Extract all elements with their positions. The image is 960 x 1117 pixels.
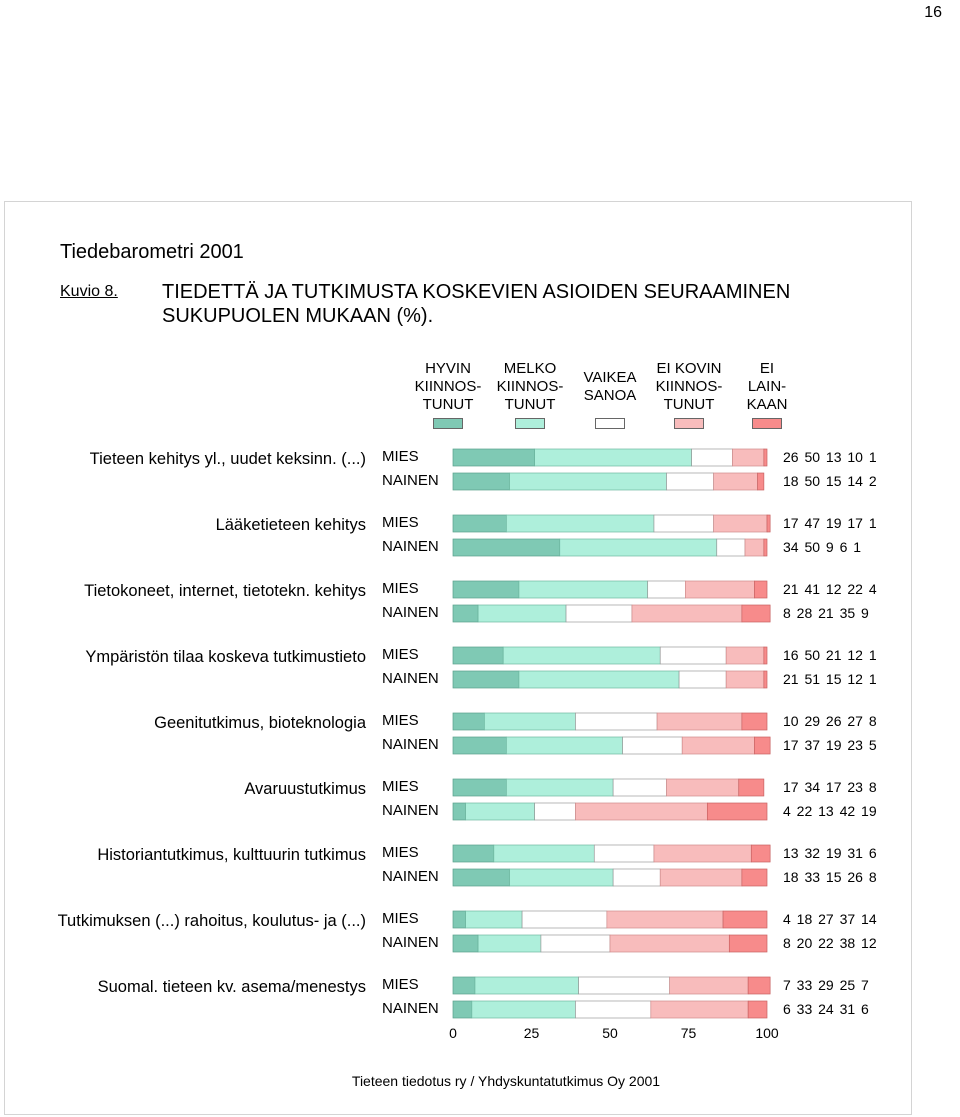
bar-segment-mies-2 xyxy=(506,515,654,532)
gender-label-nainen: NAINEN xyxy=(382,670,439,687)
bar-segment-nainen-5 xyxy=(754,737,770,754)
value-labels-mies: 16 50 21 12 1 xyxy=(783,647,877,663)
bar-segment-mies-4 xyxy=(685,581,754,598)
x-tick-label: 100 xyxy=(755,1025,779,1041)
bar-segment-nainen-1 xyxy=(453,605,478,622)
value-labels-nainen: 18 33 15 26 8 xyxy=(783,869,877,885)
page-number: 16 xyxy=(924,4,942,21)
value-labels-mies: 13 32 19 31 6 xyxy=(783,845,877,861)
gender-label-mies: MIES xyxy=(382,712,419,729)
bar-segment-nainen-4 xyxy=(632,605,742,622)
bar-segment-nainen-1 xyxy=(453,935,478,952)
bar-segment-nainen-2 xyxy=(519,671,679,688)
legend-label-line: KIINNOS- xyxy=(414,378,482,395)
bar-segment-mies-4 xyxy=(657,713,742,730)
bar-segment-mies-3 xyxy=(692,449,733,466)
bar-segment-mies-5 xyxy=(754,581,767,598)
bar-segment-mies-2 xyxy=(494,845,594,862)
category-label: Suomal. tieteen kv. asema/menestys xyxy=(97,978,366,996)
bar-segment-nainen-4 xyxy=(610,935,729,952)
bar-segment-nainen-5 xyxy=(748,1001,767,1018)
bar-segment-mies-5 xyxy=(764,647,767,664)
barometer-title: Tiedebarometri 2001 xyxy=(60,241,244,263)
value-labels-mies: 10 29 26 27 8 xyxy=(783,713,877,729)
bar-segment-mies-4 xyxy=(732,449,763,466)
bar-segment-mies-3 xyxy=(594,845,654,862)
figure-title-line1: TIEDETTÄ JA TUTKIMUSTA KOSKEVIEN ASIOIDEN SEURAAMINEN xyxy=(162,281,791,303)
bar-segment-nainen-2 xyxy=(506,737,622,754)
bar-segment-nainen-4 xyxy=(651,1001,748,1018)
bar-segment-mies-1 xyxy=(453,515,506,532)
x-tick-label: 75 xyxy=(680,1025,697,1041)
category-label: Avaruustutkimus xyxy=(244,780,366,798)
bar-segment-mies-4 xyxy=(667,779,739,796)
footer-credit: Tieteen tiedotus ry / Yhdyskuntatutkimus Oy 2001 xyxy=(351,1073,661,1089)
bar-segment-nainen-1 xyxy=(453,473,510,490)
gender-label-nainen: NAINEN xyxy=(382,736,439,753)
gender-label-mies: MIES xyxy=(382,778,419,795)
bar-segment-nainen-2 xyxy=(478,605,566,622)
figure-label: Kuvio 8. xyxy=(60,283,118,300)
bar-segment-nainen-3 xyxy=(541,935,610,952)
gender-label-mies: MIES xyxy=(382,514,419,531)
bar-segment-mies-4 xyxy=(654,845,751,862)
bar-segment-mies-1 xyxy=(453,647,503,664)
bar-segment-nainen-4 xyxy=(682,737,754,754)
gender-label-mies: MIES xyxy=(382,448,419,465)
bar-segment-mies-3 xyxy=(648,581,686,598)
value-labels-mies: 17 47 19 17 1 xyxy=(783,515,877,531)
value-labels-mies: 21 41 12 22 4 xyxy=(783,581,877,597)
bar-segment-mies-5 xyxy=(764,449,767,466)
value-labels-nainen: 8 28 21 35 9 xyxy=(783,605,869,621)
bar-segment-nainen-2 xyxy=(510,473,667,490)
bar-segment-mies-5 xyxy=(751,845,770,862)
bar-segment-nainen-4 xyxy=(660,869,742,886)
bar-segment-mies-2 xyxy=(484,713,575,730)
bar-segment-mies-3 xyxy=(575,713,657,730)
legend-label-line: TUNUT xyxy=(663,396,715,413)
bar-segment-mies-2 xyxy=(506,779,613,796)
legend-label-line: KAAN xyxy=(746,396,788,413)
gender-label-nainen: NAINEN xyxy=(382,604,439,621)
bar-segment-nainen-1 xyxy=(453,803,466,820)
bar-segment-nainen-3 xyxy=(613,869,660,886)
bar-segment-mies-4 xyxy=(714,515,767,532)
bar-segment-nainen-4 xyxy=(745,539,764,556)
legend-label-line: SANOA xyxy=(583,387,637,404)
bar-segment-nainen-2 xyxy=(510,869,614,886)
category-label: Lääketieteen kehitys xyxy=(215,516,366,534)
value-labels-nainen: 4 22 13 42 19 xyxy=(783,803,877,819)
bar-segment-nainen-5 xyxy=(729,935,767,952)
legend-label-line: KIINNOS- xyxy=(655,378,723,395)
value-labels-nainen: 18 50 15 14 2 xyxy=(783,473,877,489)
gender-label-mies: MIES xyxy=(382,580,419,597)
figure-title-line2: SUKUPUOLEN MUKAAN (%). xyxy=(162,305,434,327)
bar-segment-mies-3 xyxy=(660,647,726,664)
category-label: Tieteen kehitys yl., uudet keksinn. (...) xyxy=(89,450,366,468)
bar-segment-mies-5 xyxy=(742,713,767,730)
bar-segment-mies-4 xyxy=(607,911,723,928)
bar-segment-mies-2 xyxy=(535,449,692,466)
bar-segment-nainen-5 xyxy=(742,869,767,886)
gender-label-nainen: NAINEN xyxy=(382,934,439,951)
bar-segment-mies-3 xyxy=(522,911,607,928)
gender-label-nainen: NAINEN xyxy=(382,472,439,489)
bar-segment-mies-3 xyxy=(579,977,670,994)
gender-label-nainen: NAINEN xyxy=(382,868,439,885)
bar-segment-mies-1 xyxy=(453,977,475,994)
bar-segment-nainen-5 xyxy=(742,605,770,622)
bar-segment-mies-2 xyxy=(503,647,660,664)
bar-segment-mies-1 xyxy=(453,845,494,862)
bar-segment-mies-1 xyxy=(453,449,535,466)
legend-label-line: EI xyxy=(759,360,775,377)
bar-segment-mies-2 xyxy=(466,911,523,928)
bar-segment-mies-3 xyxy=(613,779,666,796)
gender-label-mies: MIES xyxy=(382,844,419,861)
bar-segment-mies-1 xyxy=(453,581,519,598)
legend-label-line: KIINNOS- xyxy=(496,378,564,395)
bar-segment-mies-4 xyxy=(726,647,764,664)
value-labels-nainen: 34 50 9 6 1 xyxy=(783,539,862,555)
bar-segment-nainen-3 xyxy=(623,737,683,754)
legend-label-line: LAIN- xyxy=(747,378,787,395)
bar-segment-nainen-1 xyxy=(453,737,506,754)
bar-segment-nainen-5 xyxy=(707,803,767,820)
gender-label-mies: MIES xyxy=(382,910,419,927)
bar-segment-mies-5 xyxy=(767,515,770,532)
value-labels-mies: 26 50 13 10 1 xyxy=(783,449,877,465)
category-label: Geenitutkimus, bioteknologia xyxy=(154,714,366,732)
bar-segment-mies-2 xyxy=(475,977,579,994)
legend-label-line: MELKO xyxy=(503,360,557,377)
gender-label-nainen: NAINEN xyxy=(382,1000,439,1017)
legend-label-line: EI KOVIN xyxy=(656,360,722,377)
bar-segment-nainen-1 xyxy=(453,671,519,688)
bar-segment-nainen-1 xyxy=(453,1001,472,1018)
value-labels-mies: 17 34 17 23 8 xyxy=(783,779,877,795)
bar-segment-nainen-3 xyxy=(575,1001,650,1018)
bar-segment-nainen-4 xyxy=(575,803,707,820)
legend-label-line: HYVIN xyxy=(425,360,471,377)
category-label: Ympäristön tilaa koskeva tutkimustieto xyxy=(85,648,366,666)
category-label: Tietokoneet, internet, tietotekn. kehitys xyxy=(84,582,366,600)
bar-segment-mies-1 xyxy=(453,911,466,928)
bar-segment-mies-5 xyxy=(723,911,767,928)
bar-segment-mies-1 xyxy=(453,779,506,796)
bar-segment-nainen-5 xyxy=(764,671,767,688)
gender-label-mies: MIES xyxy=(382,646,419,663)
bar-segment-mies-1 xyxy=(453,713,484,730)
bar-segment-nainen-1 xyxy=(453,869,510,886)
category-label: Tutkimuksen (...) rahoitus, koulutus- ja (...) xyxy=(57,912,366,930)
bar-segment-nainen-3 xyxy=(717,539,745,556)
gender-label-nainen: NAINEN xyxy=(382,538,439,555)
bar-segment-mies-5 xyxy=(739,779,764,796)
value-labels-mies: 4 18 27 37 14 xyxy=(783,911,877,927)
x-tick-label: 25 xyxy=(523,1025,540,1041)
bar-segment-nainen-2 xyxy=(560,539,717,556)
gender-label-mies: MIES xyxy=(382,976,419,993)
bar-segment-mies-3 xyxy=(654,515,714,532)
value-labels-nainen: 6 33 24 31 6 xyxy=(783,1001,869,1017)
bar-segment-mies-5 xyxy=(748,977,770,994)
bar-segment-nainen-3 xyxy=(667,473,714,490)
x-tick-label: 50 xyxy=(602,1025,618,1041)
legend-label-line: VAIKEA xyxy=(583,369,637,386)
bar-segment-nainen-2 xyxy=(472,1001,576,1018)
bar-segment-nainen-4 xyxy=(726,671,764,688)
value-labels-nainen: 21 51 15 12 1 xyxy=(783,671,877,687)
bar-segment-nainen-5 xyxy=(758,473,764,490)
bar-segment-nainen-2 xyxy=(466,803,535,820)
bar-segment-mies-2 xyxy=(519,581,648,598)
bar-segment-mies-4 xyxy=(670,977,749,994)
bar-segment-nainen-3 xyxy=(535,803,576,820)
legend-label-line: TUNUT xyxy=(504,396,556,413)
bar-segment-nainen-3 xyxy=(679,671,726,688)
bar-segment-nainen-2 xyxy=(478,935,541,952)
x-tick-label: 0 xyxy=(449,1025,457,1041)
value-labels-nainen: 8 20 22 38 12 xyxy=(783,935,877,951)
value-labels-mies: 7 33 29 25 7 xyxy=(783,977,869,993)
legend-label-line: TUNUT xyxy=(422,396,474,413)
bar-segment-nainen-4 xyxy=(714,473,758,490)
bar-segment-nainen-5 xyxy=(764,539,767,556)
bar-segment-nainen-3 xyxy=(566,605,632,622)
category-label: Historiantutkimus, kulttuurin tutkimus xyxy=(97,846,366,864)
bar-segment-nainen-1 xyxy=(453,539,560,556)
value-labels-nainen: 17 37 19 23 5 xyxy=(783,737,877,753)
gender-label-nainen: NAINEN xyxy=(382,802,439,819)
